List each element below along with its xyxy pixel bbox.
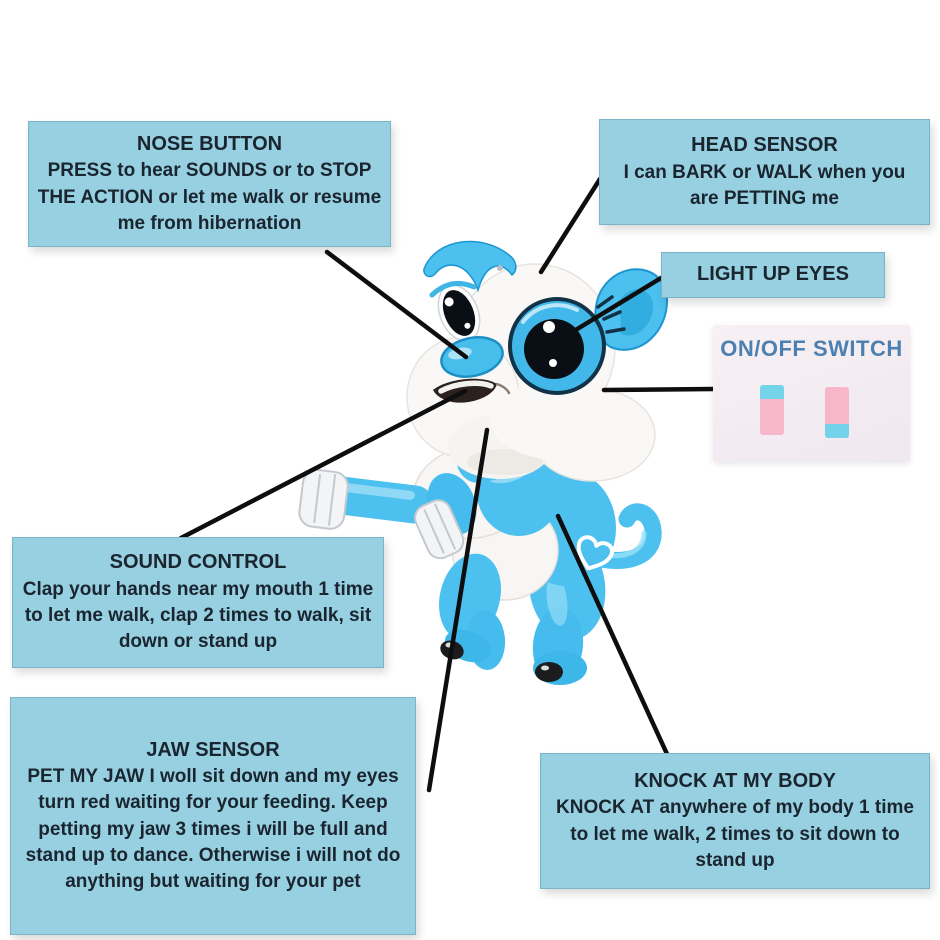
callout-light-up-eyes [661,252,885,298]
callout-title: LIGHT UP EYES [697,263,849,286]
callout-title: NOSE BUTTON [136,132,283,155]
callout-knock-body [540,753,930,889]
callout-title: JAW SENSOR [146,738,280,761]
switch-slider-icon [760,385,784,435]
on-off-switch-panel [713,325,910,462]
on-off-switch-label: ON/OFF SWITCH [720,336,903,361]
callout-head-sensor [599,119,930,225]
callout-nose-button [28,121,391,247]
callout-sound-control [12,537,384,668]
callout-title: KNOCK AT MY BODY [634,769,836,792]
leader-line-on-off-switch [604,389,714,390]
switch-cap-icon [760,385,784,399]
callout-body: PRESS to hear SOUNDS or to STOP THE ACTION or let me walk or resume me from hibernation [37,160,382,234]
callout-jaw-sensor [10,697,416,935]
callout-body: KNOCK AT anywhere of my body 1 time to let me walk, 2 times to sit down to stand up [556,797,914,871]
switch-cap-icon [825,424,849,438]
callout-title: SOUND CONTROL [109,551,287,574]
callout-body: PET MY JAW I woll sit down and my eyes turn red waiting for your feeding. Keep petting my jaw 3 times i will be full and stand up to dance. Otherwise i will not do anything but waiting for your pet [25,766,401,893]
dog-front-paw-left [298,468,350,530]
switch-slider-icon [825,387,849,438]
callout-body: I can BARK or WALK when you are PETTING me [623,161,906,209]
leader-line-head-sensor [541,179,600,272]
callout-body: Clap your hands near my mouth 1 time to let me walk, clap 2 times to walk, sit down or stand up [22,578,374,653]
callout-title: HEAD SENSOR [691,133,838,156]
